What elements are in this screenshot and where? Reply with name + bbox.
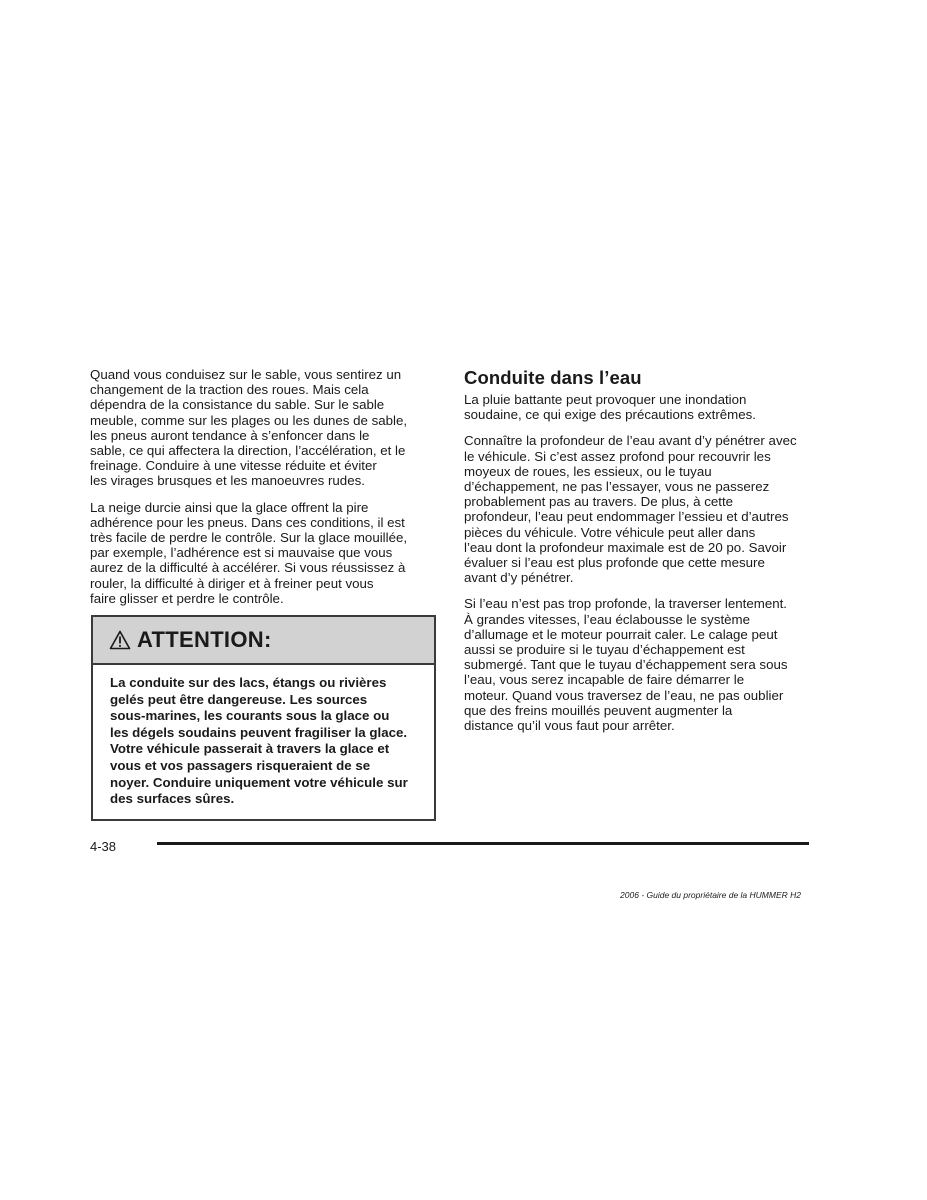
warning-triangle-icon bbox=[109, 630, 131, 650]
right-column bbox=[464, 367, 812, 744]
guide-title: 2006 - Guide du propriétaire de la HUMMER H2 bbox=[620, 890, 801, 900]
left-column bbox=[90, 367, 435, 617]
paragraph-flood: La pluie battante peut provoquer une inondation soudaine, ce qui exige des précautions extrêmes. bbox=[464, 392, 756, 423]
paragraph-water-depth: Connaître la profondeur de l’eau avant d’y pénétrer avec le véhicule. Si c’est assez profond pour recouvrir les moyeux de roues, les essieux, ou le tuyau d’échappement, ne pas l’essayer, vous ne passerez probablement pas au travers. De plus, à cette profondeur, l’eau peut endommager l’essieu et d’autres pièces du véhicule. Votre véhicule peut aller dans l’eau dont la profondeur maximale est de 20 po. Savoir évaluer si l’eau est plus profonde que cette mesure avant d’y pénétrer. bbox=[464, 433, 797, 586]
warning-box bbox=[91, 615, 436, 821]
paragraph-sand: Quand vous conduisez sur le sable, vous sentirez un changement de la traction des roues. Mais cela dépendra de la consistance du sable. Sur le sable meuble, comme sur les plages ou les dunes de sable, les pneus auront tendance à s’enfoncer dans le sable, ce qui affectera la direction, l’accélération, et le freinage. Conduire à une vitesse réduite et éviter les virages brusques et les manoeuvres rudes. bbox=[90, 367, 408, 489]
paragraph-crossing: Si l’eau n’est pas trop profonde, la traverser lentement. À grandes vitesses, l’eau éclabousse le système d’allumage et le moteur pourrait caler. Le calage peut aussi se produire si le tuyau d’échappement est submergé. Tant que le tuyau d’échappement sera sous l’eau, vous serez incapable de faire démarrer le moteur. Quand vous traversez de l’eau, ne pas oublier que des freins mouillés peuvent augmenter la distance qu’il vous faut pour arrêter. bbox=[464, 596, 788, 734]
warning-header bbox=[93, 617, 434, 665]
warning-text: La conduite sur des lacs, étangs ou rivières gelés peut être dangereuse. Les sources sous-marines, les courants sous la glace ou les dégels soudains peuvent fragiliser la glace. Votre véhicule passerait à travers la glace et vous et vos passagers risqueraient de se noyer. Conduire uniquement votre véhicule sur des surfaces sûres. bbox=[110, 675, 408, 807]
warning-title: ATTENTION: bbox=[137, 627, 272, 652]
page-number: 4-38 bbox=[90, 839, 117, 854]
footer-rule bbox=[157, 842, 809, 845]
section-heading: Conduite dans l’eau bbox=[464, 367, 642, 388]
paragraph-snow-ice: La neige durcie ainsi que la glace offrent la pire adhérence pour les pneus. Dans ces conditions, il est très facile de perdre le contrôle. Sur la glace mouillée, par exemple, l’adhérence est si mauvaise que vous aurez de la difficulté à accélérer. Si vous réussissez à rouler, la difficulté à diriger et à freiner peut vous faire glisser et perdre le contrôle. bbox=[90, 499, 408, 606]
